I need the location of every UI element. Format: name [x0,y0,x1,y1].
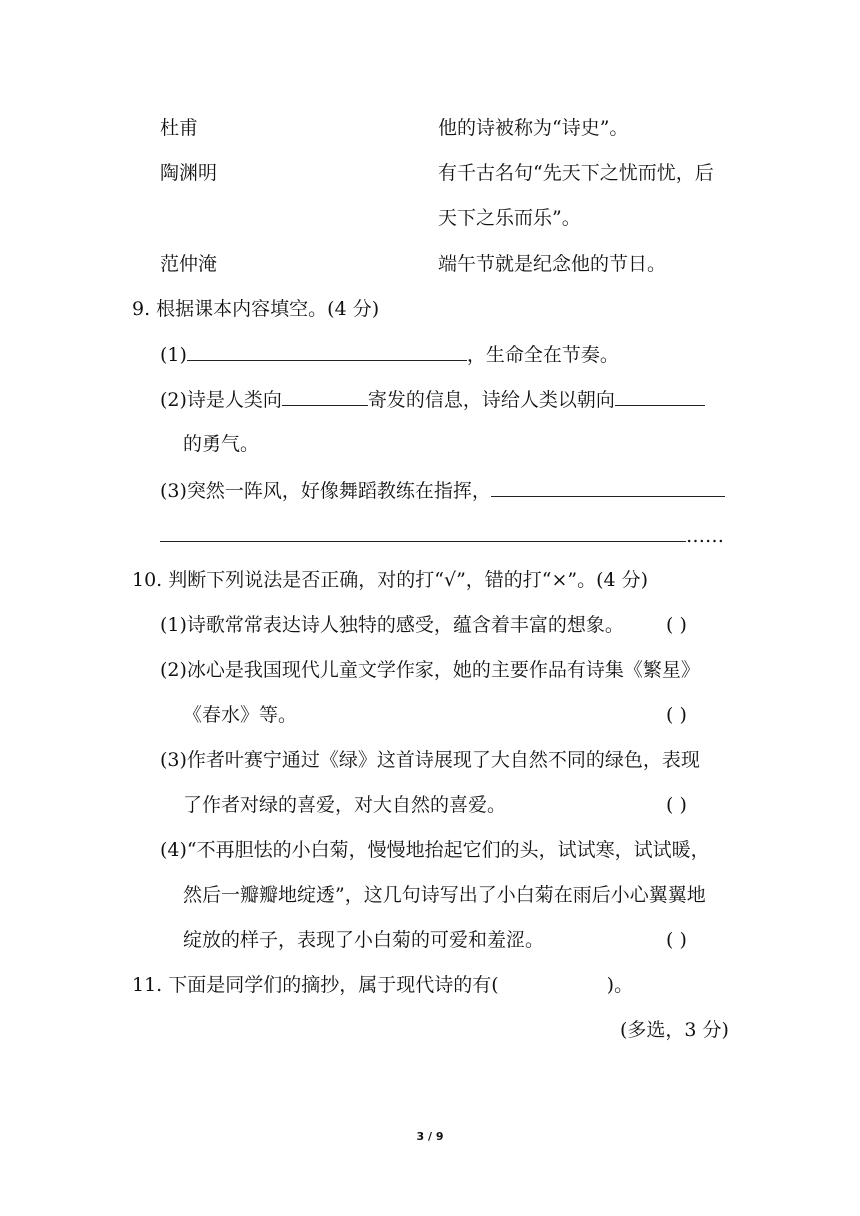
match-right-1: 他的诗被称为“诗史”。 [438,117,629,139]
q11-title [132,973,633,997]
q9-item2-cont: 的勇气。 [183,433,260,455]
match-left-dufu: 杜甫 [160,117,199,139]
q9-item3-blank-2[interactable] [160,523,686,542]
q9-item-2 [160,387,705,412]
q10-item1-line1: (1)诗歌常常表达诗人独特的感受，蕴含着丰富的想象。 [160,614,624,636]
q10-item2-line2: 《春水》等。 [183,704,298,726]
q9-item1-suffix: ，生命全在节奏。 [466,344,619,366]
q10-item2-line1: (2)冰心是我国现代儿童文学作家，她的主要作品有诗集《繁星》 [160,659,700,681]
q9-item2-mid: 寄发的信息，诗给人类以朝向 [367,389,615,411]
q10-item3-line2: 了作者对绿的喜爱，对大自然的喜爱。 [183,794,507,816]
q9-item1-prefix: (1) [160,344,187,366]
q10-item4-answer-paren[interactable]: ( ) [666,929,687,951]
q9-item3-prefix: (3)突然一阵风，好像舞蹈教练在指挥， [160,480,491,502]
q9-item3-cont [160,523,724,548]
match-right-3: 端午节就是纪念他的节日。 [438,253,667,275]
q9-item3-blank-1[interactable] [491,478,725,497]
q9-item2-blank-2[interactable] [615,387,705,406]
q10-item4-line2: 然后一瓣瓣地绽透”，这几句诗写出了小白菊在雨后小心翼翼地 [183,884,706,906]
q10-item3-line1: (3)作者叶赛宁通过《绿》这首诗展现了大自然不同的绿色，表现 [160,749,700,771]
q9-item-3 [160,478,725,503]
q11-title-suffix: )。 [606,974,634,996]
q9-item-1 [160,342,619,367]
page-number: 3 / 9 [416,1130,444,1143]
q11-note: (多选，3 分) [620,1019,729,1041]
match-right-2-cont: 天下之乐而乐”。 [438,207,581,229]
q10-title: 10. 判断下列说法是否正确，对的打“√”，错的打“×”。(4 分) [132,569,649,591]
q9-title: 9. 根据课本内容填空。(4 分) [132,298,380,320]
match-left-taoyuanming: 陶渊明 [160,162,218,184]
q11-title-prefix: 11. 下面是同学们的摘抄，属于现代诗的有( [132,974,499,996]
q10-item4-line3: 绽放的样子，表现了小白菊的可爱和羞涩。 [183,929,545,951]
q9-item2-blank-1[interactable] [282,387,368,406]
match-right-2: 有千古名句“先天下之忧而忧，后 [438,162,714,184]
q10-item1-answer-paren[interactable]: ( ) [666,614,687,636]
match-left-fanzhongyan: 范仲淹 [160,253,218,275]
q10-item2-answer-paren[interactable]: ( ) [666,704,687,726]
q10-item4-line1: (4)“不再胆怯的小白菊，慢慢地抬起它们的头，试试寒，试试暖， [160,839,710,861]
q10-item3-answer-paren[interactable]: ( ) [666,794,687,816]
q9-item1-blank[interactable] [187,342,467,361]
q9-item2-prefix: (2)诗是人类向 [160,389,282,411]
q9-item3-end: …… [686,525,724,547]
